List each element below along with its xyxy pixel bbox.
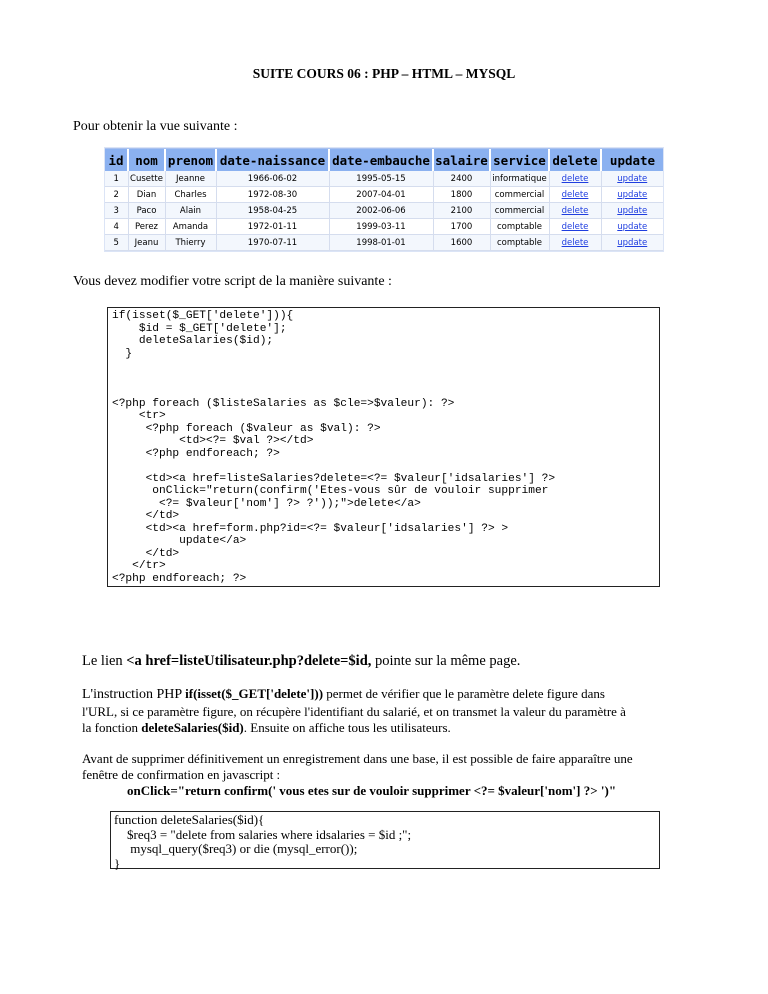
update-link[interactable]: update <box>617 173 648 184</box>
cell-id: 2 <box>105 187 128 203</box>
delete-function-code: function deleteSalaries($id){ $req3 = "delete from salaries where idsalaries = $id ;"; mysql_query($req3) or die (mysql_error()); } <box>114 812 412 871</box>
cell-date-naissance: 1972-08-30 <box>216 187 329 203</box>
isset-line-3-prefix: la fonction <box>82 720 142 735</box>
cell-prenom: Alain <box>165 203 216 219</box>
cell-date-naissance: 1966-06-02 <box>216 171 329 187</box>
cell-update <box>601 171 663 187</box>
header-nom: nom <box>128 149 165 171</box>
header-date-naissance: date-naissance <box>216 149 329 171</box>
delete-link[interactable]: delete <box>561 221 589 232</box>
cell-salaire: 1800 <box>433 187 490 203</box>
cell-update <box>601 235 663 251</box>
confirm-line-1: Avant de supprimer définitivement un enregistrement dans une base, il est possible de faire apparaître une <box>82 751 633 766</box>
header-delete: delete <box>549 149 601 171</box>
cell-update <box>601 219 663 235</box>
isset-line-3 <box>82 720 626 737</box>
cell-delete <box>549 171 601 187</box>
cell-delete <box>549 219 601 235</box>
table-row <box>105 219 663 235</box>
cell-id: 3 <box>105 203 128 219</box>
cell-date-embauche: 2002-06-06 <box>329 203 433 219</box>
salaries-table <box>105 149 663 251</box>
cell-update <box>601 203 663 219</box>
cell-delete <box>549 187 601 203</box>
delete-link[interactable]: delete <box>561 189 589 200</box>
isset-explanation <box>82 686 626 737</box>
table-row <box>105 235 663 251</box>
cell-update <box>601 187 663 203</box>
cell-date-embauche: 1995-05-15 <box>329 171 433 187</box>
link-explanation <box>82 653 520 670</box>
cell-service: commercial <box>490 203 549 219</box>
isset-line-1 <box>82 686 626 704</box>
modify-instruction: Vous devez modifier votre script de la manière suivante : <box>73 274 392 289</box>
cell-nom: Jeanu <box>128 235 165 251</box>
table-row <box>105 203 663 219</box>
cell-date-embauche: 1999-03-11 <box>329 219 433 235</box>
cell-salaire: 1600 <box>433 235 490 251</box>
cell-salaire: 2400 <box>433 171 490 187</box>
confirm-line-3 <box>82 783 633 799</box>
cell-date-naissance: 1972-01-11 <box>216 219 329 235</box>
cell-prenom: Amanda <box>165 219 216 235</box>
cell-salaire: 2100 <box>433 203 490 219</box>
link-explanation-code: <a href=listeUtilisateur.php?delete=$id, <box>126 653 372 669</box>
table-row <box>105 171 663 187</box>
delete-link[interactable]: delete <box>561 173 589 184</box>
link-explanation-suffix: pointe sur la même page. <box>371 653 521 669</box>
header-service: service <box>490 149 549 171</box>
cell-delete <box>549 235 601 251</box>
header-date-embauche: date-embauche <box>329 149 433 171</box>
cell-nom: Dian <box>128 187 165 203</box>
cell-date-embauche: 2007-04-01 <box>329 187 433 203</box>
confirm-onclick-code: onClick="return confirm(' vous etes sur de vouloir supprimer <?= $valeur['nom'] ?> ')" <box>127 783 617 798</box>
cell-prenom: Charles <box>165 187 216 203</box>
header-prenom: prenom <box>165 149 216 171</box>
update-link[interactable]: update <box>617 205 648 216</box>
page-title: SUITE COURS 06 : PHP – HTML – MYSQL <box>252 66 516 81</box>
cell-nom: Cusette <box>128 171 165 187</box>
header-salaire: salaire <box>433 149 490 171</box>
cell-date-embauche: 1998-01-01 <box>329 235 433 251</box>
cell-id: 5 <box>105 235 128 251</box>
isset-function-name: deleteSalaries($id) <box>141 720 244 735</box>
table-row <box>105 187 663 203</box>
cell-salaire: 1700 <box>433 219 490 235</box>
confirm-line-2: fenêtre de confirmation en javascript : <box>82 767 281 782</box>
cell-delete <box>549 203 601 219</box>
cell-service: informatique <box>490 171 549 187</box>
update-link[interactable]: update <box>617 237 648 248</box>
delete-function-code-block <box>110 811 660 869</box>
delete-link[interactable]: delete <box>561 237 589 248</box>
cell-id: 4 <box>105 219 128 235</box>
isset-prefix: L'instruction PHP <box>82 687 186 702</box>
isset-line-2: l'URL, si ce paramètre figure, on récupère l'identifiant du salarié, et on transmet la valeur du paramètre à <box>82 703 626 719</box>
update-link[interactable]: update <box>617 189 648 200</box>
cell-id: 1 <box>105 171 128 187</box>
cell-prenom: Jeanne <box>165 171 216 187</box>
isset-line-3-suffix: . Ensuite on affiche tous les utilisateurs. <box>243 720 451 735</box>
header-id: id <box>105 149 128 171</box>
cell-nom: Perez <box>128 219 165 235</box>
cell-nom: Paco <box>128 203 165 219</box>
php-code-block <box>107 307 660 587</box>
isset-code: if(isset($_GET['delete'])) <box>185 686 324 701</box>
cell-service: comptable <box>490 219 549 235</box>
cell-service: commercial <box>490 187 549 203</box>
delete-link[interactable]: delete <box>561 205 589 216</box>
cell-service: comptable <box>490 235 549 251</box>
salaries-table-image <box>105 148 663 251</box>
link-explanation-prefix: Le lien <box>82 653 127 669</box>
php-code: if(isset($_GET['delete'])){ $id = $_GET['delete']; deleteSalaries($id); } <?php foreach ($listeSalaries as $cle=>$valeur): ?> <tr> <?php foreach ($valeur as $val): ?> <td><?= $val ?></td> <?php endforeach; ?> <td><a href=listeSalaries?delete=<?= $valeur['idsalaries'] ?> onClick="return(confirm('Etes-vous sûr de vouloir supprimer <?= $valeur['nom'] ?> ?'));">delete</a> </td> <td><a href=form.php?id=<?= $valeur['idsalaries'] ?> > update</a> </td> </tr> <?php endforeach; ?> <box>112 310 556 585</box>
table-header-row <box>105 149 663 171</box>
cell-prenom: Thierry <box>165 235 216 251</box>
header-update: update <box>601 149 663 171</box>
cell-date-naissance: 1970-07-11 <box>216 235 329 251</box>
update-link[interactable]: update <box>617 221 648 232</box>
cell-date-naissance: 1958-04-25 <box>216 203 329 219</box>
intro-text: Pour obtenir la vue suivante : <box>73 119 238 134</box>
isset-middle: permet de vérifier que le paramètre delete figure dans <box>323 686 605 701</box>
confirm-explanation <box>82 751 633 799</box>
